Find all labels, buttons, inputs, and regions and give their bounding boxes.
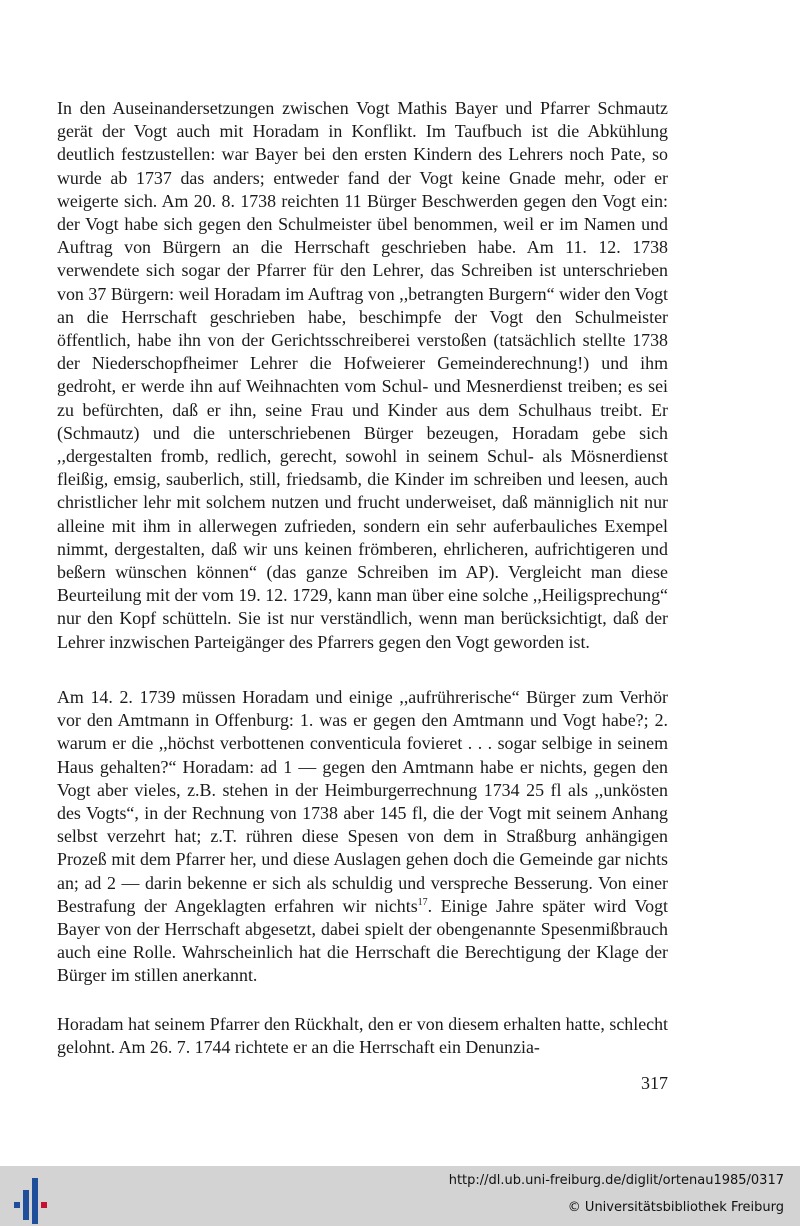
- paragraph-text: [57, 686, 668, 988]
- paragraph-text: Horadam hat seinem Pfarrer den Rückhalt, den er von diesem erhalten hatte, schlecht gelohnt. Am 26. 7. 1744 richtete er an die Herrschaft ein Denunzia-: [57, 1014, 668, 1058]
- ub-freiburg-logo-icon: [14, 1178, 54, 1224]
- paragraph-text-before-footnote: Am 14. 2. 1739 müssen Horadam und einige ,,aufrührerische“ Bürger zum Verhör vor den Amtmann in Offenburg: 1. was er gegen den Amtmann und Vogt habe?; 2. warum er die ,,höchst verbottenen conventicula fovieret . . . sogar selbige in seinem Haus gehalten?“ Horadam: ad 1 — gegen den Amtmann habe er nichts, gegen den Vogt aber vieles, z.B. stehen in der Heimburgerrechnung 1734 25 fl als ,,unkösten des Vogts“, in der Rechnung von 1738 aber 145 fl, die der Vogt mit seinem Anhang selbst verzehrt hat; z.T. rühren diese Spesen von dem in Straßburg anhängigen Prozeß mit dem Pfarrer her, und diese Auslagen gehen doch die Gemeinde gar nichts an; ad 2 — darin bekenne er sich als schuldig und verspreche Besserung. Von einer Bestrafung der Angeklagten erfahren wir nichts: [57, 687, 668, 916]
- footnote-mark[interactable]: 17: [417, 896, 428, 908]
- paragraph-text: In den Auseinandersetzungen zwischen Vogt Mathis Bayer und Pfarrer Schmautz gerät der Vogt auch mit Horadam in Konflikt. Im Taufbuch ist die Abkühlung deutlich festzustellen: war Bayer bei den ersten Kindern des Lehrers noch Pate, so wurde ab 1737 das anders; entweder fand der Vogt keine Gnade mehr, oder er weigerte sich. Am 20. 8. 1738 reichten 11 Bürger Beschwerden gegen den Vogt ein: der Vogt habe sich gegen den Schulmeister übel benommen, weil er im Namen und Auftrag von Bürgern an die Herrschaft geschrieben habe. Am 11. 12. 1738 verwendete sich sogar der Pfarrer für den Lehrer, das Schreiben ist unterschrieben von 37 Bürgern: weil Horadam im Auftrag von ,,betrangten Burgern“ wider den Vogt an die Herrschaft geschrieben habe, beschimpfe der Vogt den Schulmeister öffentlich, habe ihn von der Gerichtsschreiberei verstoßen (tatsächlich stellte 1738 der Niederschopfheimer Lehrer die Hofweierer Gemeinderechnung!) und ihm gedroht, er werde ihn auf Weihnachten vom Schul- und Mesnerdienst treiben; es sei zu befürchten, daß er ihn, seine Frau und Kinder aus dem Schulhaus treibt. Er (Schmautz) und die unterschriebenen Bürger bezeugen, Horadam gebe sich ,,dergestalten fromb, redlich, gerecht, sowohl in seinem Schul- als Mösnerdienst fleißig, emsig, sauberlich, still, friedsamb, die Kinder im schreiben und leesen, auch christlicher lehr mit solchem nutzen und frucht underweiset, daß männiglich nit nur alleine mit ihm in allerwegen zufrieden, sondern ein sehr auferbauliches Exempel nimmt, dergestalten, daß wir uns keinen frömberen, ehrlicheren, aufrichtigeren und beßern wünschen können“ (das ganze Schreiben im AP). Vergleicht man diese Beurteilung mit der vom 19. 12. 1729, kann man über eine solche ,,Heiligsprechung“ nur den Kopf schütteln. Sie ist nur verständlich, wenn man berücksichtigt, daß der Lehrer inzwischen Parteigänger des Pfarrers gegen den Vogt geworden ist.: [57, 98, 668, 652]
- body-paragraph-3: [57, 1013, 668, 1059]
- page-number: 317: [641, 1073, 668, 1093]
- copyright-text: © Universitätsbibliothek Freiburg: [567, 1200, 784, 1215]
- source-url-link[interactable]: http://dl.ub.uni-freiburg.de/diglit/ortenau1985/0317: [448, 1173, 784, 1188]
- paragraph-text-after-footnote: . Einige Jahre später wird Vogt Bayer von der Herrschaft abgesetzt, dabei spielt der obengenannte Spesenmißbrauch auch eine Rolle. Wahrscheinlich hat die Herrschaft die Berechtigung der Klage der Bürger im stillen anerkannt.: [57, 895, 668, 986]
- body-paragraph-2: [57, 686, 668, 988]
- body-paragraph-1: [57, 97, 668, 654]
